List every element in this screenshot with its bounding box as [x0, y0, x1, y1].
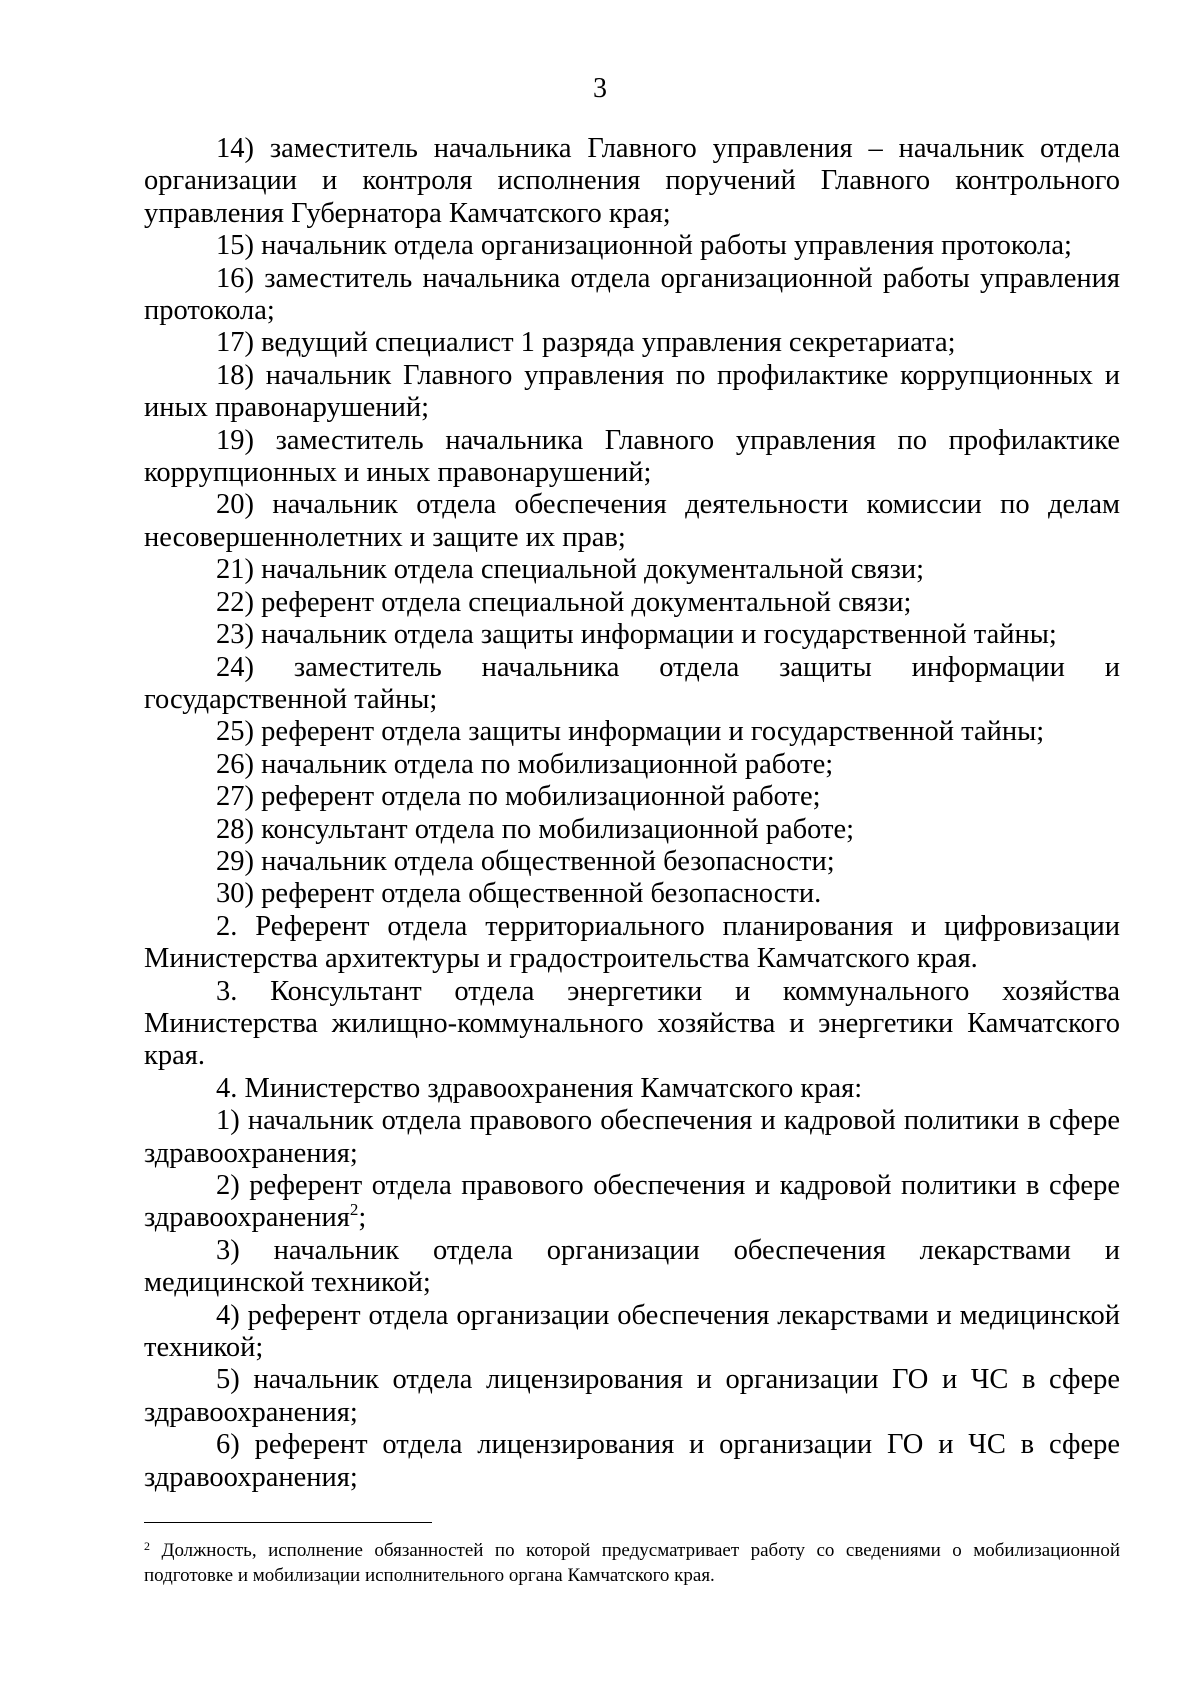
document-body — [144, 133, 1120, 1494]
list-item: 14) заместитель начальника Главного управления – начальник отдела организации и контроля исполнения поручений Главного контрольного управления Губернатора Камчатского края; — [144, 133, 1120, 229]
list-item: 15) начальник отдела организационной работы управления протокола; — [216, 230, 1072, 262]
list-item: 18) начальник Главного управления по профилактике коррупционных и иных правонарушений; — [144, 359, 1120, 424]
list-item: 24) заместитель начальника отдела защиты информации и государственной тайны; — [144, 651, 1120, 715]
list-item: 1) начальник отдела правового обеспечения и кадровой политики в сфере здравоохранения; — [144, 1105, 1120, 1169]
list-item: 29) начальник отдела общественной безопасности; — [216, 845, 835, 877]
list-item: 21) начальник отдела специальной документальной связи; — [216, 554, 925, 586]
list-item: 19) заместитель начальника Главного управления по профилактике коррупционных и иных правонарушений; — [144, 424, 1120, 489]
list-item: 20) начальник отдела обеспечения деятельности комиссии по делам несовершеннолетних и защите их прав; — [144, 489, 1120, 553]
footnote-reference[interactable]: 2 — [349, 1200, 359, 1220]
footnote-mark: 2 — [144, 1539, 150, 1553]
list-item-text: 2) референт отдела правового обеспечения и кадровой политики в сфере здравоохранения — [144, 1170, 1120, 1234]
section-item: 3. Консультант отдела энергетики и коммунального хозяйства Министерства жилищно-коммунального хозяйства и энергетики Камчатского края. — [144, 975, 1120, 1072]
footnote — [144, 1538, 1120, 1588]
list-item: 27) референт отдела по мобилизационной работе; — [216, 781, 821, 813]
section-item: 2. Референт отдела территориального планирования и цифровизации Министерства архитектуры и градостроительства Камчатского края. — [144, 910, 1120, 975]
list-item: 30) референт отдела общественной безопасности. — [216, 878, 822, 910]
page-number: 3 — [593, 73, 607, 104]
list-item: 26) начальник отдела по мобилизационной работе; — [216, 748, 834, 780]
list-item: 28) консультант отдела по мобилизационной работе; — [216, 813, 855, 845]
list-item: 6) референт отдела лицензирования и организации ГО и ЧС в сфере здравоохранения; — [144, 1429, 1120, 1493]
list-item-tail: ; — [358, 1202, 367, 1234]
list-item-with-footnote — [144, 1170, 1120, 1235]
list-item: 23) начальник отдела защиты информации и государственной тайны; — [216, 619, 1057, 651]
footnote-text: Должность, исполнение обязанностей по которой предусматривает работу со сведениями о мобилизационной подготовке и мобилизации исполнительного органа Камчатского края. — [144, 1540, 1120, 1586]
list-item: 16) заместитель начальника отдела организационной работы управления протокола; — [144, 262, 1120, 327]
list-item: 5) начальник отдела лицензирования и организации ГО и ЧС в сфере здравоохранения; — [144, 1364, 1120, 1428]
list-item: 22) референт отдела специальной документальной связи; — [216, 586, 912, 618]
section-heading: 4. Министерство здравоохранения Камчатского края: — [216, 1072, 863, 1104]
footnote-divider — [144, 1522, 432, 1523]
list-item: 25) референт отдела защиты информации и государственной тайны; — [216, 716, 1045, 748]
list-item: 3) начальник отдела организации обеспечения лекарствами и медицинской техникой; — [144, 1234, 1120, 1299]
list-item: 17) ведущий специалист 1 разряда управления секретариата; — [216, 327, 956, 359]
list-item: 4) референт отдела организации обеспечения лекарствами и медицинской техникой; — [144, 1299, 1120, 1364]
